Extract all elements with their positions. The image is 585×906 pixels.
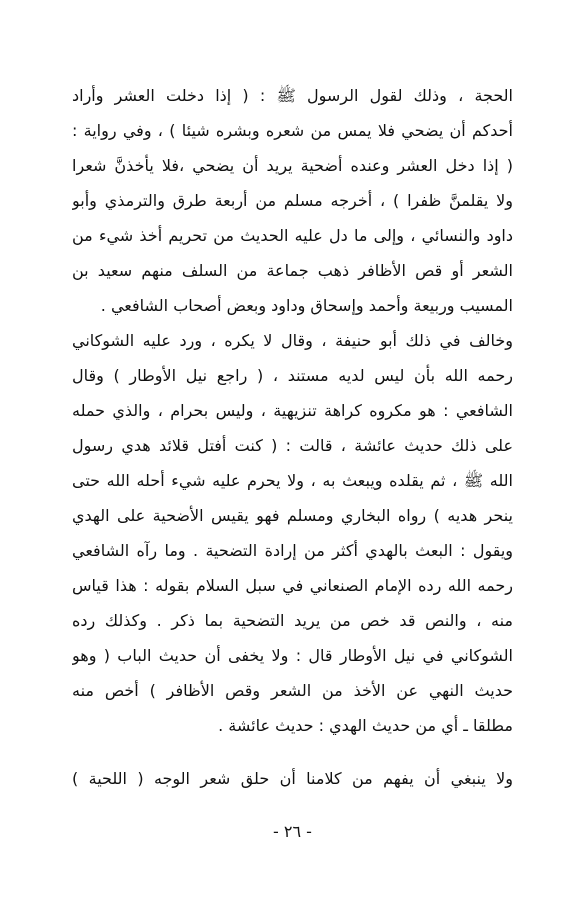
- text-line: حديث النهي عن الأخذ من الشعر وقص الأظافر ) أخص منه: [72, 681, 513, 700]
- text-line: وخالف في ذلك أبو حنيفة ، وقال لا يكره ، ورد عليه الشوكاني: [72, 331, 513, 350]
- text-line: الشعر أو قص الأظافر ذهب جماعة من السلف منهم سعيد بن: [72, 261, 513, 280]
- text-line: منه ، والنص قد خص من يريد التضحية بما ذكر . وكذلك رده: [72, 611, 513, 630]
- text-line: على ذلك حديث عائشة ، قالت : ( كنت أفتل قلائد هدي رسول: [72, 436, 513, 455]
- text-line: ويقول : البعث بالهدي أكثر من إرادة التضحية . وما رآه الشافعي: [72, 541, 513, 560]
- text-line: الشافعي : هو مكروه كراهة تنزيهية ، وليس بحرام ، والذي حمله: [72, 401, 513, 420]
- text-line: رحمه الله بأن ليس لديه مستند ، ( راجع نيل الأوطار ) وقال: [72, 366, 513, 385]
- text-line: مطلقا ـ أي من حديث الهدي : حديث عائشة .: [218, 716, 513, 735]
- text-line: الحجة ، وذلك لقول الرسول ﷺ : ( إذا دخلت العشر وأراد: [72, 86, 513, 105]
- text-line: ينحر هديه ) رواه البخاري ومسلم فهو يقيس الأضحية على الهدي: [72, 506, 513, 525]
- paragraph-gap: [72, 743, 513, 761]
- text-line: المسيب وربيعة وأحمد وإسحاق وداود وبعض أصحاب الشافعي .: [100, 296, 513, 315]
- text-line: أحدكم أن يضحي فلا يمس من شعره وبشره شيئا ) ، وفي رواية :: [72, 121, 513, 140]
- body-text: [72, 78, 513, 796]
- text-line: الله ﷺ ، ثم يقلده ويبعث به ، ولا يحرم عليه شيء أحله الله حتى: [72, 471, 513, 490]
- text-line: رحمه الله رده الإمام الصنعاني في سبل السلام بقوله : هذا قياس: [72, 576, 513, 595]
- text-line: ولا يقلمنَّ ظفرا ) ، أخرجه مسلم من أربعة طرق والترمذي وأبو: [72, 191, 513, 210]
- next-paragraph-line: ولا ينبغي أن يفهم من كلامنا أن حلق شعر الوجه ( اللحية ): [72, 769, 513, 788]
- text-line: داود والنسائي ، وإلى ما دل عليه الحديث من تحريم أخذ شيء من: [72, 226, 513, 245]
- page-number: - ٢٦ -: [273, 822, 312, 841]
- text-line: الشوكاني في نيل الأوطار قال : ولا يخفى أن حديث الباب ( وهو: [72, 646, 513, 665]
- text-line: ( إذا دخل العشر وعنده أضحية يريد أن يضحي ،فلا يأخذنَّ شعرا: [72, 156, 513, 175]
